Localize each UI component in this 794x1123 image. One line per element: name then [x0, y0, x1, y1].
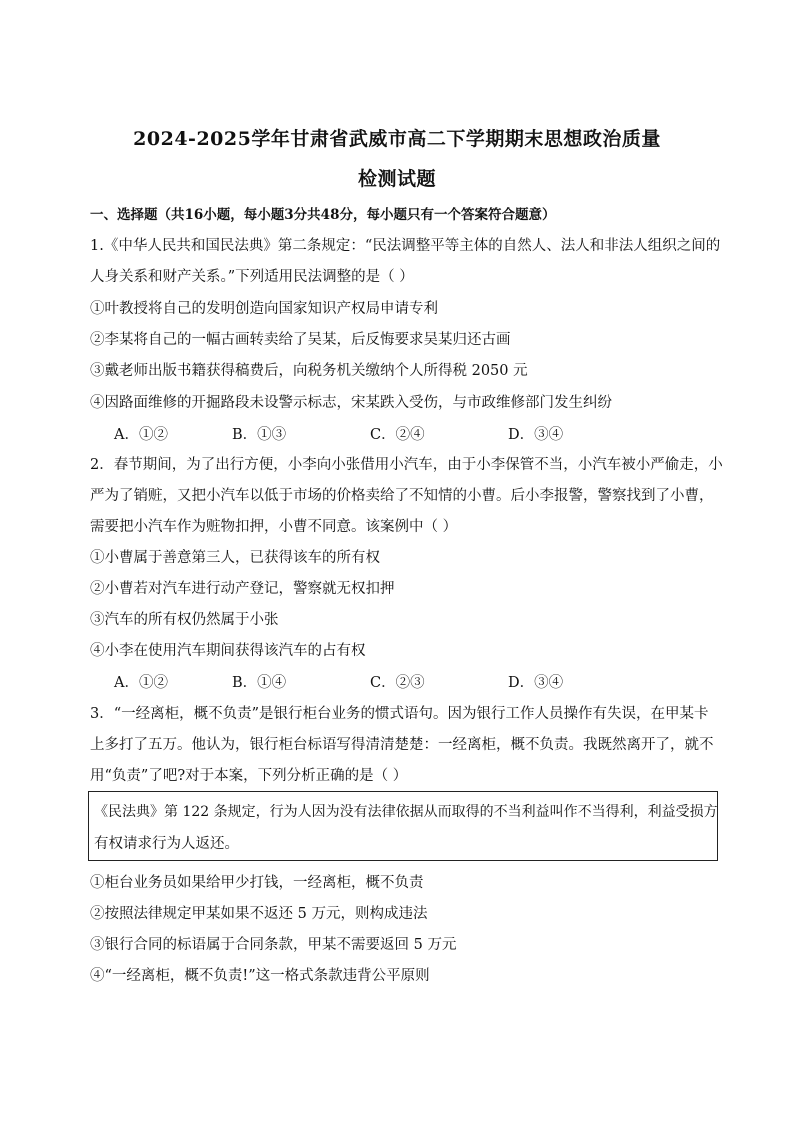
q2-stem-line-2: 严为了销赃，又把小汽车以低于市场的价格卖给了不知情的小曹。后小李报警，警察找到了小曹，	[90, 488, 714, 504]
q1-item-1: ①叶教授将自己的发明创造向国家知识产权局申请专利	[90, 301, 438, 317]
q1-option-c[interactable]: C．②④	[370, 427, 425, 443]
q1-item-2: ②李某将自己的一幅古画转卖给了吴某，后反悔要求吴某归还古画	[90, 332, 511, 348]
q2-stem-line-1: 2．春节期间，为了出行方便，小李向小张借用小汽车，由于小李保管不当，小汽车被小严偷走，小	[90, 457, 723, 473]
q1-option-b[interactable]: B．①③	[232, 427, 287, 443]
q2-item-4: ④小李在使用汽车期间获得该汽车的占有权	[90, 643, 366, 659]
q2-option-a[interactable]: A．①②	[114, 675, 168, 691]
q1-option-d[interactable]: D．③④	[508, 427, 564, 443]
q1-stem-line-2: 人身关系和财产关系。”下列适用民法调整的是（ ）	[90, 269, 414, 285]
q3-box-line-2: 有权请求行为人返还。	[94, 836, 239, 852]
q3-box-line-1: 《民法典》第 122 条规定，行为人因为没有法律依据从而取得的不当利益叫作不当得利，利益受损方	[94, 804, 718, 820]
q2-option-b[interactable]: B．①④	[232, 675, 287, 691]
q3-item-4: ④“一经离柜，概不负责!”这一格式条款违背公平原则	[90, 968, 430, 984]
q3-item-3: ③银行合同的标语属于合同条款，甲某不需要返回 5 万元	[90, 937, 457, 953]
q2-stem-line-3: 需要把小汽车作为赃物扣押，小曹不同意。该案例中（ ）	[90, 519, 458, 535]
q2-option-d[interactable]: D．③④	[508, 675, 564, 691]
q3-item-1: ①柜台业务员如果给甲少打钱，一经离柜，概不负责	[90, 875, 424, 891]
q1-item-3: ③戴老师出版书籍获得稿费后，向税务机关缴纳个人所得税 2050 元	[90, 363, 528, 379]
document-title-line-1: 2024-2025学年甘肃省武威市高二下学期期末思想政治质量	[133, 128, 661, 150]
document-title-line-2: 检测试题	[357, 168, 436, 190]
q3-stem-line-2: 上多打了五万。他认为，银行柜台标语写得清清楚楚：一经离柜，概不负责。我既然离开了，就不	[90, 737, 714, 753]
q2-option-c[interactable]: C．②③	[370, 675, 425, 691]
q1-stem-line-1: 1.《中华人民共和国民法典》第二条规定：“民法调整平等主体的自然人、法人和非法人组织之间的	[90, 238, 721, 254]
section-heading: 一、选择题（共16小题，每小题3分共48分，每小题只有一个答案符合题意）	[90, 207, 556, 223]
q1-item-4: ④因路面维修的开掘路段未设警示标志，宋某跌入受伤，与市政维修部门发生纠纷	[90, 395, 612, 411]
q2-item-3: ③汽车的所有权仍然属于小张	[90, 612, 279, 628]
q2-item-2: ②小曹若对汽车进行动产登记，警察就无权扣押	[90, 581, 395, 597]
q3-stem-line-3: 用“负责”了吧?对于本案，下列分析正确的是（ ）	[90, 768, 408, 784]
q2-item-1: ①小曹属于善意第三人，已获得该车的所有权	[90, 550, 380, 566]
q3-stem-line-1: 3．“一经离柜，概不负责”是银行柜台业务的惯式语句。因为银行工作人员操作有失误，在甲某卡	[90, 706, 709, 722]
q1-option-a[interactable]: A．①②	[114, 427, 168, 443]
q3-item-2: ②按照法律规定甲某如果不返还 5 万元，则构成违法	[90, 906, 428, 922]
